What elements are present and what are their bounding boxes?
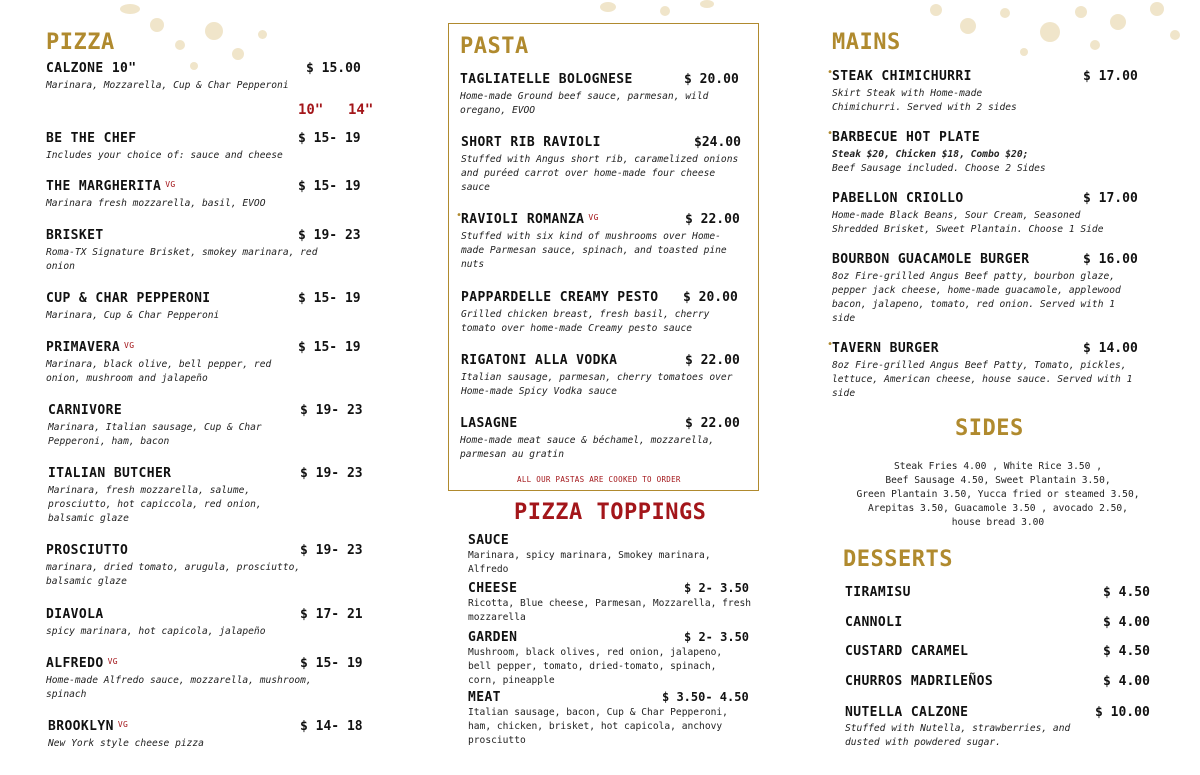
item-price: $ 16.00 <box>1083 252 1138 267</box>
item-name: ITALIAN BUTCHER <box>48 466 172 481</box>
topping-item <box>468 630 758 688</box>
topping-price: $ 2- 3.50 <box>684 630 750 644</box>
item-price: $ 19- 23 <box>300 543 363 558</box>
sides-title: SIDES <box>955 416 1024 441</box>
item-name: CUP & CHAR PEPPERONI <box>46 291 211 306</box>
menu-item <box>46 291 366 323</box>
item-price: $ 15- 19 <box>298 179 361 194</box>
item-name: BOURBON GUACAMOLE BURGER <box>832 252 1030 267</box>
item-name: SHORT RIB RAVIOLI <box>461 135 601 150</box>
vegetarian-badge: VG <box>165 180 176 189</box>
dessert-name: CANNOLI <box>845 615 903 630</box>
item-price: $ 15- 19 <box>298 340 361 355</box>
menu-item <box>461 135 746 195</box>
topping-name: SAUCE <box>468 533 510 548</box>
item-price: $ 22.00 <box>685 212 740 227</box>
dessert-item <box>845 705 1157 750</box>
item-name: THE MARGHERITA $^{VG}$ <box>46 179 176 194</box>
topping-description: Ricotta, Blue cheese, Parmesan, Mozzarella, fresh mozzarella <box>468 598 752 623</box>
item-price: $ 17.00 <box>1083 191 1138 206</box>
pasta-note: ALL OUR PASTAS ARE COOKED TO ORDER <box>517 475 681 484</box>
menu-item <box>456 210 746 272</box>
dessert-price: $ 4.50 <box>1103 644 1150 659</box>
menu-item-calzone <box>46 61 366 93</box>
item-price: $ 19- 23 <box>300 466 363 481</box>
topping-item <box>468 533 758 577</box>
item-name: BE THE CHEF <box>46 131 137 146</box>
pasta-title: PASTA <box>460 34 529 59</box>
size-label-10: 10" <box>298 102 324 118</box>
item-name: BRISKET <box>46 228 104 243</box>
item-name: ALFREDO $^{VG}$ <box>46 656 119 671</box>
item-name: LASAGNE <box>460 416 518 431</box>
item-price: $ 22.00 <box>685 353 740 368</box>
item-description: Marinara, Cup & Char Pepperoni <box>46 310 220 321</box>
item-name: STEAK CHIMICHURRI <box>832 69 972 84</box>
item-price: $24.00 <box>694 135 741 150</box>
item-description: Home-made meat sauce & béchamel, mozzarella, parmesan au gratin <box>460 435 715 460</box>
item-description: Steak $20, Chicken $18, Combo $20; <box>832 149 1029 160</box>
menu-item <box>46 179 366 211</box>
bullet-dot: • <box>827 339 834 350</box>
item-name: CARNIVORE <box>48 403 123 418</box>
item-price: $ 14- 18 <box>300 719 363 734</box>
menu-item <box>460 72 745 118</box>
topping-name: MEAT <box>468 690 501 705</box>
topping-description: Mushroom, black olives, red onion, jalapeno, bell pepper, tomato, dried-tomato, spinach, corn, pineapple <box>468 647 723 686</box>
bullet-dot: • <box>827 128 834 139</box>
item-price: $ 15- 19 <box>298 291 361 306</box>
bullet-dot: • <box>827 67 834 78</box>
item-price: $ 15- 19 <box>300 656 363 671</box>
mains-title: MAINS <box>832 30 901 55</box>
menu-item <box>827 339 1144 401</box>
item-name: RIGATONI ALLA VODKA <box>461 353 618 368</box>
sides-line: Steak Fries 4.00 , White Rice 3.50 , <box>894 461 1102 472</box>
item-description: Marinara fresh mozzarella, basil, EVOO <box>46 198 266 209</box>
topping-item <box>468 690 758 748</box>
dessert-item <box>845 585 1157 600</box>
menu-item <box>461 290 746 336</box>
item-description: Includes your choice of: sauce and cheese <box>46 150 283 161</box>
item-price: $ 19- 23 <box>300 403 363 418</box>
item-description: 8oz Fire-grilled Angus Beef patty, bourbon glaze, pepper jack cheese, home-made guacamole, applewood bacon, jalapeno, tomato, red onion. Served with 1 side <box>832 271 1121 324</box>
item-description: Stuffed with six kind of mushrooms over Home-made Parmesan sauce, spinach, and toasted pine nuts <box>461 231 727 270</box>
item-description: Stuffed with Angus short rib, caramelized onions and puréed carrot over home-made four cheese sauce <box>461 154 739 193</box>
item-description: Roma-TX Signature Brisket, smokey marinara, red onion <box>46 247 318 272</box>
vegetarian-badge: VG <box>124 341 135 350</box>
dessert-name: CUSTARD CARAMEL <box>845 644 969 659</box>
item-name: BROOKLYN $^{VG}$ <box>48 719 129 734</box>
item-name: PAPPARDELLE CREAMY PESTO <box>461 290 659 305</box>
sides-line: Arepitas 3.50, Guacamole 3.50 , avocado 2.50, <box>868 503 1128 514</box>
item-description: Marinara, fresh mozzarella, salume, prosciutto, hot capiccola, red onion, balsamic glaze <box>48 485 262 524</box>
item-name: PROSCIUTTO <box>46 543 129 558</box>
sides-list <box>840 460 1156 530</box>
item-description-2: Beef Sausage included. Choose 2 Sides <box>832 163 1046 174</box>
menu-item <box>46 607 366 639</box>
item-description: Marinara, black olive, bell pepper, red onion, mushroom and jalapeño <box>46 359 272 384</box>
item-description: marinara, dried tomato, arugula, prosciutto, balsamic glaze <box>46 562 301 587</box>
pizza-title: PIZZA <box>46 30 115 55</box>
vegetarian-badge: VG <box>117 720 129 729</box>
dessert-item <box>845 674 1157 689</box>
item-name: TAVERN BURGER <box>832 341 939 356</box>
menu-item <box>832 252 1144 326</box>
item-price: $ 20.00 <box>683 290 738 305</box>
item-name: BARBECUE HOT PLATE <box>832 130 981 145</box>
dessert-name: NUTELLA CALZONE <box>845 705 969 720</box>
topping-name: CHEESE <box>468 581 518 596</box>
item-description: Grilled chicken breast, fresh basil, cherry tomato over home-made Creamy pesto sauce <box>461 309 710 334</box>
item-description: Marinara, Italian sausage, Cup & Char Pepperoni, ham, bacon <box>48 422 262 447</box>
size-label-14: 14" <box>348 102 374 118</box>
desserts-title: DESSERTS <box>843 547 953 572</box>
item-name: CALZONE 10" <box>46 61 137 76</box>
item-price: $ 20.00 <box>684 72 739 87</box>
menu-item <box>48 466 368 526</box>
menu-item <box>48 719 368 751</box>
item-description: 8oz Fire-grilled Angus Beef Patty, Tomato, pickles, lettuce, American cheese, house sauce. Served with 1 side <box>832 360 1133 399</box>
item-name: PRIMAVERA $^{VG}$ <box>46 340 135 355</box>
item-description: Marinara, Mozzarella, Cup & Char Pepperoni <box>46 80 289 91</box>
topping-item <box>468 581 758 625</box>
menu-item <box>46 228 366 274</box>
vegetarian-badge: VG <box>107 657 119 666</box>
item-description: Skirt Steak with Home-made Chimichurri. Served with 2 sides <box>832 88 1017 113</box>
sides-line: house bread 3.00 <box>951 517 1045 528</box>
topping-description: Marinara, spicy marinara, Smokey marinara, Alfredo <box>468 550 711 575</box>
menu-item <box>827 128 1144 176</box>
item-description: spicy marinara, hot capicola, jalapeño <box>46 626 266 637</box>
dessert-price: $ 4.50 <box>1103 585 1150 600</box>
item-name: RAVIOLI ROMANZA $^{VG}$ <box>461 212 599 227</box>
item-price: $ 15.00 <box>306 61 361 76</box>
dessert-item <box>845 615 1157 630</box>
dessert-item <box>845 644 1157 659</box>
menu-item <box>46 131 366 163</box>
sides-line: Beef Sausage 4.50, Sweet Plantain 3.50, <box>885 475 1111 486</box>
menu-item <box>46 543 366 589</box>
vegetarian-badge: VG <box>588 213 599 222</box>
menu-item <box>832 191 1144 237</box>
item-price: $ 19- 23 <box>298 228 361 243</box>
item-price: $ 14.00 <box>1083 341 1138 356</box>
item-description: Home-made Ground beef sauce, parmesan, wild oregano, EVOO <box>460 91 709 116</box>
menu-item <box>46 340 366 386</box>
bullet-dot: • <box>456 210 463 221</box>
menu-item <box>48 403 368 449</box>
menu-item <box>461 353 746 399</box>
toppings-title: PIZZA TOPPINGS <box>514 500 707 525</box>
menu-item <box>827 67 1144 115</box>
item-description: New York style cheese pizza <box>48 738 204 749</box>
item-description: Italian sausage, parmesan, cherry tomatoes over Home-made Spicy Vodka sauce <box>461 372 733 397</box>
dessert-description: Stuffed with Nutella, strawberries, and dusted with powdered sugar. <box>845 723 1071 748</box>
dessert-name: TIRAMISU <box>845 585 911 600</box>
item-name: TAGLIATELLE BOLOGNESE <box>460 72 633 87</box>
item-price: $ 17.00 <box>1083 69 1138 84</box>
dessert-price: $ 4.00 <box>1103 615 1150 630</box>
menu-item <box>46 656 366 702</box>
topping-price: $ 3.50- 4.50 <box>662 690 749 704</box>
item-price: $ 17- 21 <box>300 607 363 622</box>
dessert-name: CHURROS MADRILEÑOS <box>845 674 994 689</box>
item-price: $ 22.00 <box>685 416 740 431</box>
item-description: Home-made Black Beans, Sour Cream, Seasoned Shredded Brisket, Sweet Plantain. Choose 1 Side <box>832 210 1104 235</box>
item-name: DIAVOLA <box>46 607 104 622</box>
dessert-price: $ 4.00 <box>1103 674 1150 689</box>
dessert-price: $ 10.00 <box>1095 705 1150 720</box>
topping-description: Italian sausage, bacon, Cup & Char Pepperoni, ham, chicken, brisket, hot capicola, anchovy prosciutto <box>468 707 728 746</box>
topping-name: GARDEN <box>468 630 518 645</box>
item-price: $ 15- 19 <box>298 131 361 146</box>
item-name: PABELLON CRIOLLO <box>832 191 964 206</box>
menu-item <box>460 416 745 462</box>
sides-line: Green Plantain 3.50, Yucca fried or steamed 3.50, <box>856 489 1140 500</box>
topping-price: $ 2- 3.50 <box>684 581 750 595</box>
item-description: Home-made Alfredo sauce, mozzarella, mushroom, spinach <box>46 675 312 700</box>
